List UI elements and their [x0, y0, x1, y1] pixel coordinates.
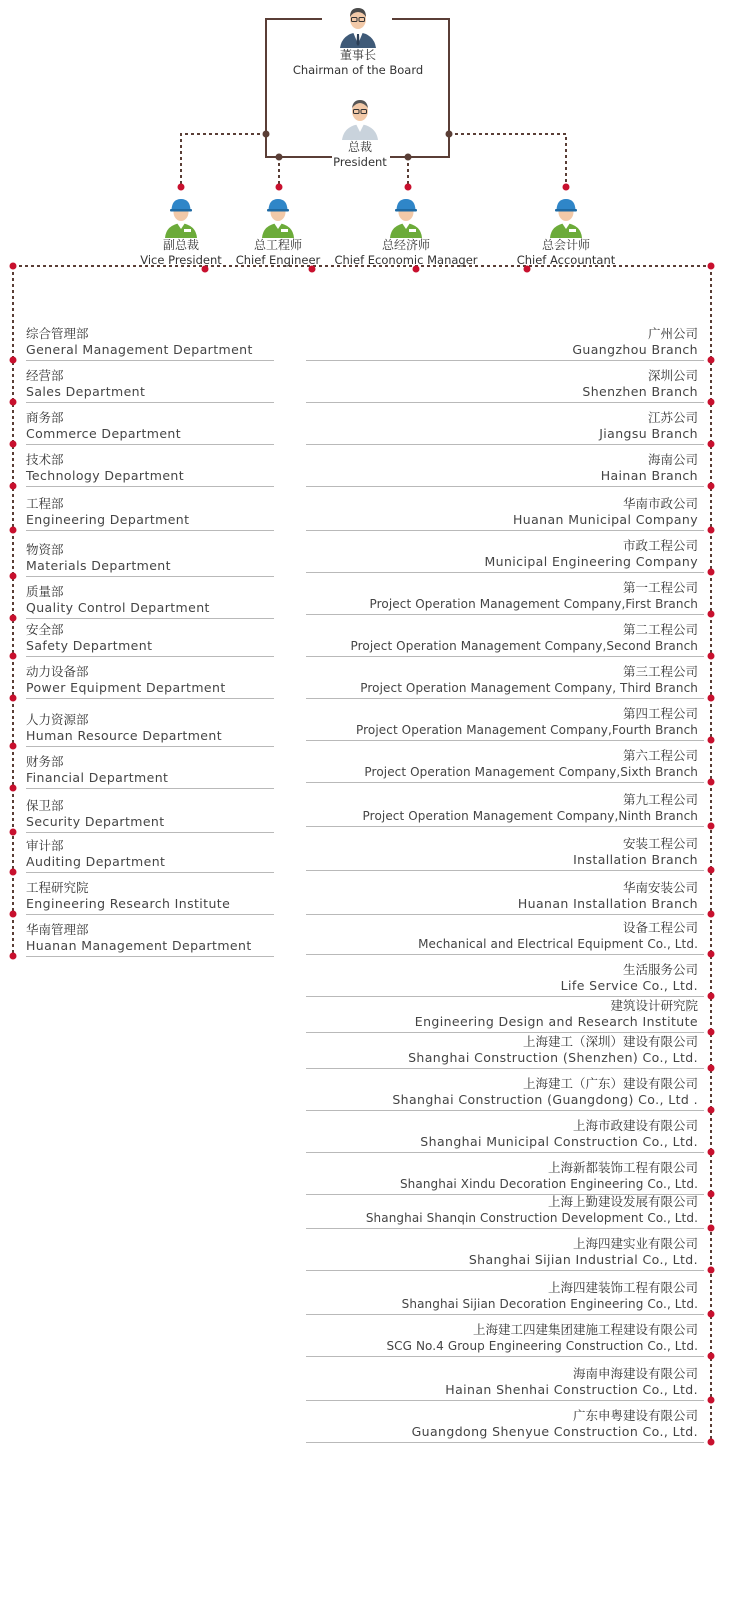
- department-divider: [26, 746, 274, 747]
- connector-dot: [10, 399, 17, 406]
- branch-divider: [306, 1356, 704, 1357]
- department-name-zh: 物资部: [26, 542, 64, 557]
- department-item: [26, 326, 276, 358]
- connector-dot: [10, 527, 17, 534]
- branch-name-en: Guangzhou Branch: [572, 342, 698, 357]
- branch-divider: [306, 1110, 704, 1111]
- branch-name-en: Project Operation Management Company, Third Branch: [360, 681, 698, 695]
- branch-name-zh: 上海新都装饰工程有限公司: [547, 1160, 698, 1175]
- branch-item: [306, 452, 698, 484]
- department-divider: [26, 788, 274, 789]
- chairman-node-title-zh: 董事长: [339, 48, 376, 62]
- department-name-zh: 商务部: [26, 410, 64, 425]
- branch-name-en: Shenzhen Branch: [582, 384, 698, 399]
- department-divider: [26, 618, 274, 619]
- department-name-en: Security Department: [26, 814, 165, 829]
- branch-name-zh: 华南安装公司: [622, 880, 698, 895]
- officer-node-2-title-en: Chief Engineer: [235, 253, 321, 267]
- branch-name-zh: 上海四建装饰工程有限公司: [547, 1280, 698, 1295]
- branch-item: [306, 706, 698, 738]
- branch-divider: [306, 360, 704, 361]
- department-divider: [26, 956, 274, 957]
- connector-dot: [708, 779, 715, 786]
- department-name-en: Engineering Department: [26, 512, 190, 527]
- branch-item: [306, 580, 698, 612]
- branch-divider: [306, 530, 704, 531]
- connector-dot: [708, 611, 715, 618]
- officer-node-1-title-en: Vice President: [140, 253, 222, 267]
- branch-divider: [306, 572, 704, 573]
- branch-item: [306, 1280, 698, 1312]
- branch-item: [306, 836, 698, 868]
- department-name-zh: 技术部: [26, 452, 64, 467]
- connector-dot: [708, 867, 715, 874]
- branch-name-zh: 市政工程公司: [622, 538, 698, 553]
- branch-name-zh: 广州公司: [647, 326, 698, 341]
- branch-divider: [306, 1314, 704, 1315]
- connector-dot: [708, 1149, 715, 1156]
- connector-dot: [708, 1397, 715, 1404]
- department-item: [26, 664, 276, 696]
- connector-dot: [708, 357, 715, 364]
- department-name-en: Human Resource Department: [26, 728, 222, 743]
- connector-dot: [708, 653, 715, 660]
- branch-name-zh: 第三工程公司: [622, 664, 698, 679]
- connector-dot: [708, 695, 715, 702]
- connector-dot: [276, 184, 283, 191]
- department-name-en: Materials Department: [26, 558, 171, 573]
- connector-dot: [10, 911, 17, 918]
- department-name-zh: 工程研究院: [26, 880, 89, 895]
- department-item: [26, 922, 276, 954]
- branch-name-en: Engineering Design and Research Institute: [414, 1014, 698, 1029]
- connector-dot: [10, 869, 17, 876]
- branch-name-en: Project Operation Management Company,First Branch: [369, 597, 698, 611]
- connector-dot: [10, 785, 17, 792]
- connector-dot: [276, 154, 283, 161]
- connector-dot: [446, 131, 453, 138]
- department-item: [26, 542, 276, 574]
- connector-dot: [708, 1439, 715, 1446]
- chairman-node-title-en: Chairman of the Board: [292, 63, 424, 77]
- branch-name-zh: 设备工程公司: [622, 920, 698, 935]
- branch-name-zh: 上海上勤建设发展有限公司: [547, 1194, 698, 1209]
- department-item: [26, 410, 276, 442]
- branch-name-en: Mechanical and Electrical Equipment Co., Ltd.: [418, 937, 698, 951]
- officer-node-3: [331, 194, 481, 267]
- branch-name-zh: 第一工程公司: [622, 580, 698, 595]
- connector-dot: [708, 399, 715, 406]
- branch-name-zh: 第四工程公司: [622, 706, 698, 721]
- connector-dot: [708, 1311, 715, 1318]
- branch-name-en: Guangdong Shenyue Construction Co., Ltd.: [411, 1424, 698, 1439]
- branch-item: [306, 326, 698, 358]
- branch-item: [306, 1118, 698, 1150]
- president-node: [285, 96, 435, 169]
- branch-item: [306, 880, 698, 912]
- branch-item: [306, 1076, 698, 1108]
- department-item: [26, 798, 276, 830]
- connector-dot: [708, 1225, 715, 1232]
- connector-dot: [178, 184, 185, 191]
- branch-name-zh: 建筑设计研究院: [610, 998, 698, 1013]
- branch-name-en: Project Operation Management Company,Sixth Branch: [364, 765, 698, 779]
- department-name-en: Safety Department: [26, 638, 153, 653]
- branch-name-en: SCG No.4 Group Engineering Construction Co., Ltd.: [386, 1339, 698, 1353]
- branch-item: [306, 1322, 698, 1354]
- department-name-en: Commerce Department: [26, 426, 182, 441]
- branch-name-zh: 上海四建实业有限公司: [572, 1236, 698, 1251]
- president-node-title-en: President: [333, 155, 387, 169]
- president-node-title-zh: 总裁: [347, 140, 372, 154]
- branch-name-en: Project Operation Management Company,Second Branch: [350, 639, 698, 653]
- connector-dot: [10, 615, 17, 622]
- branch-divider: [306, 954, 704, 955]
- branch-divider: [306, 656, 704, 657]
- branch-name-zh: 生活服务公司: [622, 962, 698, 977]
- branch-divider: [306, 740, 704, 741]
- connector-dot: [10, 653, 17, 660]
- worker-avatar-icon: [544, 194, 588, 238]
- branch-divider: [306, 996, 704, 997]
- branch-divider: [306, 614, 704, 615]
- connector-dot: [708, 737, 715, 744]
- branch-item: [306, 1194, 698, 1226]
- department-item: [26, 496, 276, 528]
- department-name-zh: 经营部: [26, 368, 64, 383]
- department-name-zh: 华南管理部: [26, 922, 89, 937]
- branch-item: [306, 496, 698, 528]
- branch-name-zh: 海南申海建设有限公司: [572, 1366, 698, 1381]
- department-name-en: Power Equipment Department: [26, 680, 226, 695]
- branch-name-en: Shanghai Xindu Decoration Engineering Co., Ltd.: [399, 1177, 698, 1191]
- department-item: [26, 880, 276, 912]
- department-name-en: Engineering Research Institute: [26, 896, 231, 911]
- connector-dot: [10, 573, 17, 580]
- branch-divider: [306, 402, 704, 403]
- connector-dot: [10, 953, 17, 960]
- branch-divider: [306, 486, 704, 487]
- branch-divider: [306, 444, 704, 445]
- connector-dot: [708, 483, 715, 490]
- department-item: [26, 712, 276, 744]
- department-name-zh: 保卫部: [26, 798, 64, 813]
- department-divider: [26, 698, 274, 699]
- department-name-zh: 财务部: [26, 754, 64, 769]
- branch-name-zh: 第二工程公司: [622, 622, 698, 637]
- branch-name-en: Installation Branch: [573, 852, 698, 867]
- connector-dot: [10, 743, 17, 750]
- branch-divider: [306, 1442, 704, 1443]
- branch-divider: [306, 826, 704, 827]
- branch-divider: [306, 914, 704, 915]
- branch-name-zh: 上海建工（深圳）建设有限公司: [522, 1034, 698, 1049]
- connector-dot: [708, 1353, 715, 1360]
- branch-divider: [306, 1068, 704, 1069]
- branch-name-zh: 第六工程公司: [622, 748, 698, 763]
- connector-dot: [708, 1065, 715, 1072]
- department-name-zh: 综合管理部: [26, 326, 89, 341]
- branch-name-zh: 第九工程公司: [622, 792, 698, 807]
- branch-item: [306, 920, 698, 952]
- worker-avatar-icon: [256, 194, 300, 238]
- department-name-en: Financial Department: [26, 770, 169, 785]
- branch-item: [306, 1034, 698, 1066]
- branch-name-en: Shanghai Construction (Guangdong) Co., Ltd .: [392, 1092, 698, 1107]
- department-item: [26, 838, 276, 870]
- branch-name-zh: 安装工程公司: [622, 836, 698, 851]
- branch-name-zh: 深圳公司: [647, 368, 698, 383]
- connector-dot: [708, 263, 715, 270]
- branch-divider: [306, 1400, 704, 1401]
- branch-name-zh: 江苏公司: [647, 410, 698, 425]
- branch-name-zh: 海南公司: [647, 452, 698, 467]
- branch-name-en: Hainan Shenhai Construction Co., Ltd.: [445, 1382, 698, 1397]
- connector-dot: [708, 951, 715, 958]
- branch-divider: [306, 1152, 704, 1153]
- branch-name-en: Project Operation Management Company,Fourth Branch: [356, 723, 698, 737]
- department-item: [26, 754, 276, 786]
- branch-name-en: Life Service Co., Ltd.: [560, 978, 698, 993]
- department-divider: [26, 656, 274, 657]
- department-divider: [26, 872, 274, 873]
- connector-dot: [10, 263, 17, 270]
- department-divider: [26, 402, 274, 403]
- dashed-connector: [181, 134, 266, 187]
- connector-dot: [10, 483, 17, 490]
- chairman-node: [283, 4, 433, 77]
- department-item: [26, 368, 276, 400]
- connector-dot: [708, 1267, 715, 1274]
- department-divider: [26, 576, 274, 577]
- department-item: [26, 622, 276, 654]
- department-name-zh: 工程部: [26, 496, 64, 511]
- department-divider: [26, 360, 274, 361]
- connector-dot: [708, 993, 715, 1000]
- branch-item: [306, 410, 698, 442]
- branch-item: [306, 538, 698, 570]
- worker-avatar-icon: [159, 194, 203, 238]
- connector-dot: [10, 829, 17, 836]
- branch-item: [306, 1160, 698, 1192]
- branch-name-zh: 广东申粤建设有限公司: [572, 1408, 698, 1423]
- branch-divider: [306, 698, 704, 699]
- branch-item: [306, 1236, 698, 1268]
- branch-name-zh: 上海建工（广东）建设有限公司: [522, 1076, 698, 1091]
- branch-name-en: Hainan Branch: [600, 468, 698, 483]
- connector-dot: [708, 823, 715, 830]
- branch-item: [306, 748, 698, 780]
- connector-dot: [405, 184, 412, 191]
- officer-node-3-title-zh: 总经济师: [381, 238, 430, 252]
- branch-name-en: Huanan Municipal Company: [512, 512, 698, 527]
- branch-item: [306, 1366, 698, 1398]
- officer-node-4-title-zh: 总会计师: [541, 238, 590, 252]
- branch-name-en: Shanghai Shanqin Construction Development Co., Ltd.: [365, 1211, 698, 1225]
- branch-divider: [306, 870, 704, 871]
- officer-node-4-title-en: Chief Accountant: [516, 253, 616, 267]
- branch-divider: [306, 1032, 704, 1033]
- department-name-en: Quality Control Department: [26, 600, 210, 615]
- officer-node-2-title-zh: 总工程师: [253, 238, 302, 252]
- connector-dot: [708, 569, 715, 576]
- department-name-en: Huanan Management Department: [26, 938, 252, 953]
- branch-name-en: Shanghai Municipal Construction Co., Ltd.: [420, 1134, 698, 1149]
- branch-name-en: Shanghai Sijian Industrial Co., Ltd.: [468, 1252, 698, 1267]
- department-divider: [26, 914, 274, 915]
- branch-item: [306, 622, 698, 654]
- department-item: [26, 584, 276, 616]
- executive-avatar-icon: [336, 4, 380, 48]
- department-divider: [26, 444, 274, 445]
- branch-name-en: Jiangsu Branch: [599, 426, 698, 441]
- branch-name-en: Project Operation Management Company,Ninth Branch: [362, 809, 698, 823]
- department-name-en: General Management Department: [26, 342, 253, 357]
- department-name-zh: 人力资源部: [26, 712, 89, 727]
- officer-node-4: [491, 194, 641, 267]
- department-name-en: Sales Department: [26, 384, 146, 399]
- branch-divider: [306, 782, 704, 783]
- branch-item: [306, 1408, 698, 1440]
- connector-dot: [708, 441, 715, 448]
- branch-divider: [306, 1228, 704, 1229]
- branch-item: [306, 792, 698, 824]
- manager-avatar-icon: [338, 96, 382, 140]
- connector-dot: [10, 695, 17, 702]
- department-name-zh: 动力设备部: [26, 664, 89, 679]
- department-name-zh: 质量部: [26, 584, 64, 599]
- department-name-en: Auditing Department: [26, 854, 166, 869]
- connector-dot: [708, 527, 715, 534]
- officer-node-3-title-en: Chief Economic Manager: [334, 253, 478, 267]
- connector-dot: [10, 357, 17, 364]
- worker-avatar-icon: [384, 194, 428, 238]
- department-item: [26, 452, 276, 484]
- connector-dot: [10, 441, 17, 448]
- dashed-connector: [449, 134, 566, 187]
- branch-item: [306, 962, 698, 994]
- officer-node-1-title-zh: 副总裁: [162, 238, 199, 252]
- connector-dot: [708, 1107, 715, 1114]
- branch-name-zh: 华南市政公司: [622, 496, 698, 511]
- branch-name-en: Shanghai Sijian Decoration Engineering Co., Ltd.: [401, 1297, 698, 1311]
- department-name-zh: 安全部: [26, 622, 64, 637]
- branch-name-en: Municipal Engineering Company: [484, 554, 698, 569]
- department-divider: [26, 530, 274, 531]
- branch-item: [306, 998, 698, 1030]
- branch-item: [306, 368, 698, 400]
- connector-dot: [708, 1029, 715, 1036]
- department-name-zh: 审计部: [26, 838, 64, 853]
- department-divider: [26, 486, 274, 487]
- branch-name-en: Huanan Installation Branch: [517, 896, 698, 911]
- connector-dot: [708, 911, 715, 918]
- branch-divider: [306, 1270, 704, 1271]
- connector-dot: [708, 1191, 715, 1198]
- connector-dot: [563, 184, 570, 191]
- branch-name-zh: 上海建工四建集团建施工程建设有限公司: [472, 1322, 698, 1337]
- branch-name-zh: 上海市政建设有限公司: [572, 1118, 698, 1133]
- branch-name-en: Shanghai Construction (Shenzhen) Co., Ltd.: [408, 1050, 698, 1065]
- connector-dot: [263, 131, 270, 138]
- department-name-en: Technology Department: [26, 468, 185, 483]
- department-divider: [26, 832, 274, 833]
- branch-item: [306, 664, 698, 696]
